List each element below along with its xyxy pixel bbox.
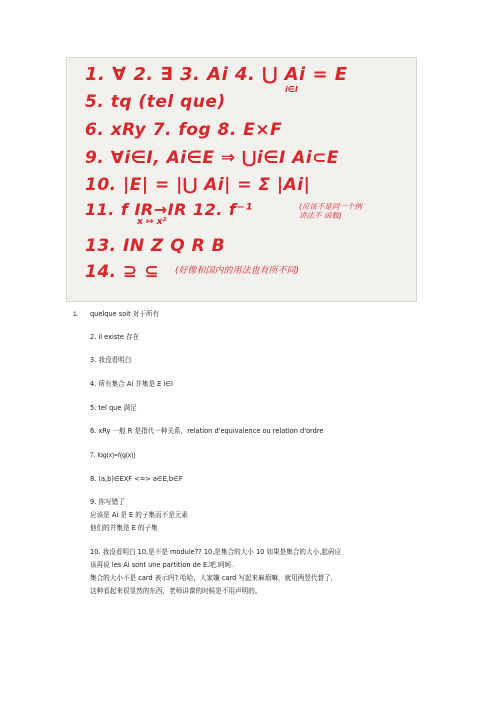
note-1-number: 1. [73,311,79,318]
note-10-line-1: 10. 我没看明白 10,是不是 module?? 10,是集合的大小 10 如果是集合的大小,起码应 [90,548,342,556]
note-9-heading: 9. 你写错了 [90,498,125,506]
hw-line-2: 5. tq (tel que) [85,92,226,112]
hw-line-6-sub: x ↦ x² [137,217,167,227]
note-9-line-2: 应该是 Ai 是 E 的子集而不是元素 [90,511,189,519]
note-7: 7. fog(x)=f(g(x)) [90,452,136,459]
note-9-line-3: 他们的并集是 E 的子集 [90,524,158,532]
note-1: quelque soit 对于所有 [90,310,160,318]
hw-line-5: 10. |E| = |⋃ Ai| = Σ |Ai| [85,175,311,195]
note-10-line-2: 该再说 les Ai sont une partition de E.吧.呵呵. [90,561,234,569]
note-6: 6. xRy 一般 R 是指代一种关系，relation d'equivalence ou relation d'ordre [90,427,324,435]
hw-line-8-note: (好像和国内的用法也有所不同) [175,266,300,276]
note-5: 5. tel que 满足 [90,404,137,412]
hw-line-1-sub: i∈I [285,85,298,94]
hw-line-3: 6. xRy 7. fog 8. E×F [85,120,283,140]
handwritten-notes-image [66,57,417,302]
hw-line-6: 11. f IR→IR 12. f⁻¹ [85,200,253,219]
note-10-line-4: 这种看起来很显然的东西，老师讲课的时候是不用声明的。 [90,587,262,595]
note-4: 4. 所有集合 Ai 并集是 E i∈I [90,380,173,388]
hw-line-4: 9. ∀i∈I, Ai∈E ⇒ ⋃i∈I Ai⊂E [85,148,340,168]
hw-line-6-note: (应该不是同一个例 讲法不 函数) [299,202,362,220]
note-3: 3. 我没看明白 [90,356,132,364]
note-2: 2. il existe 存在 [90,333,140,341]
note-8: 8. (a,b)∈EXF <=> a∈E,b∈F [90,475,183,483]
note-10-line-3: 集合的大小不是 card 表示吗? 哈哈，人家嫌 card 写起来麻烦嘛，就用两竖代替了， [90,574,338,582]
hw-line-7: 13. IN Z Q R B [85,236,226,256]
hw-line-1: 1. ∀ 2. ∃ 3. Ai 4. ⋃ Ai = E [85,64,348,85]
hw-line-8: 14. ⊇ ⊆ [85,262,159,282]
